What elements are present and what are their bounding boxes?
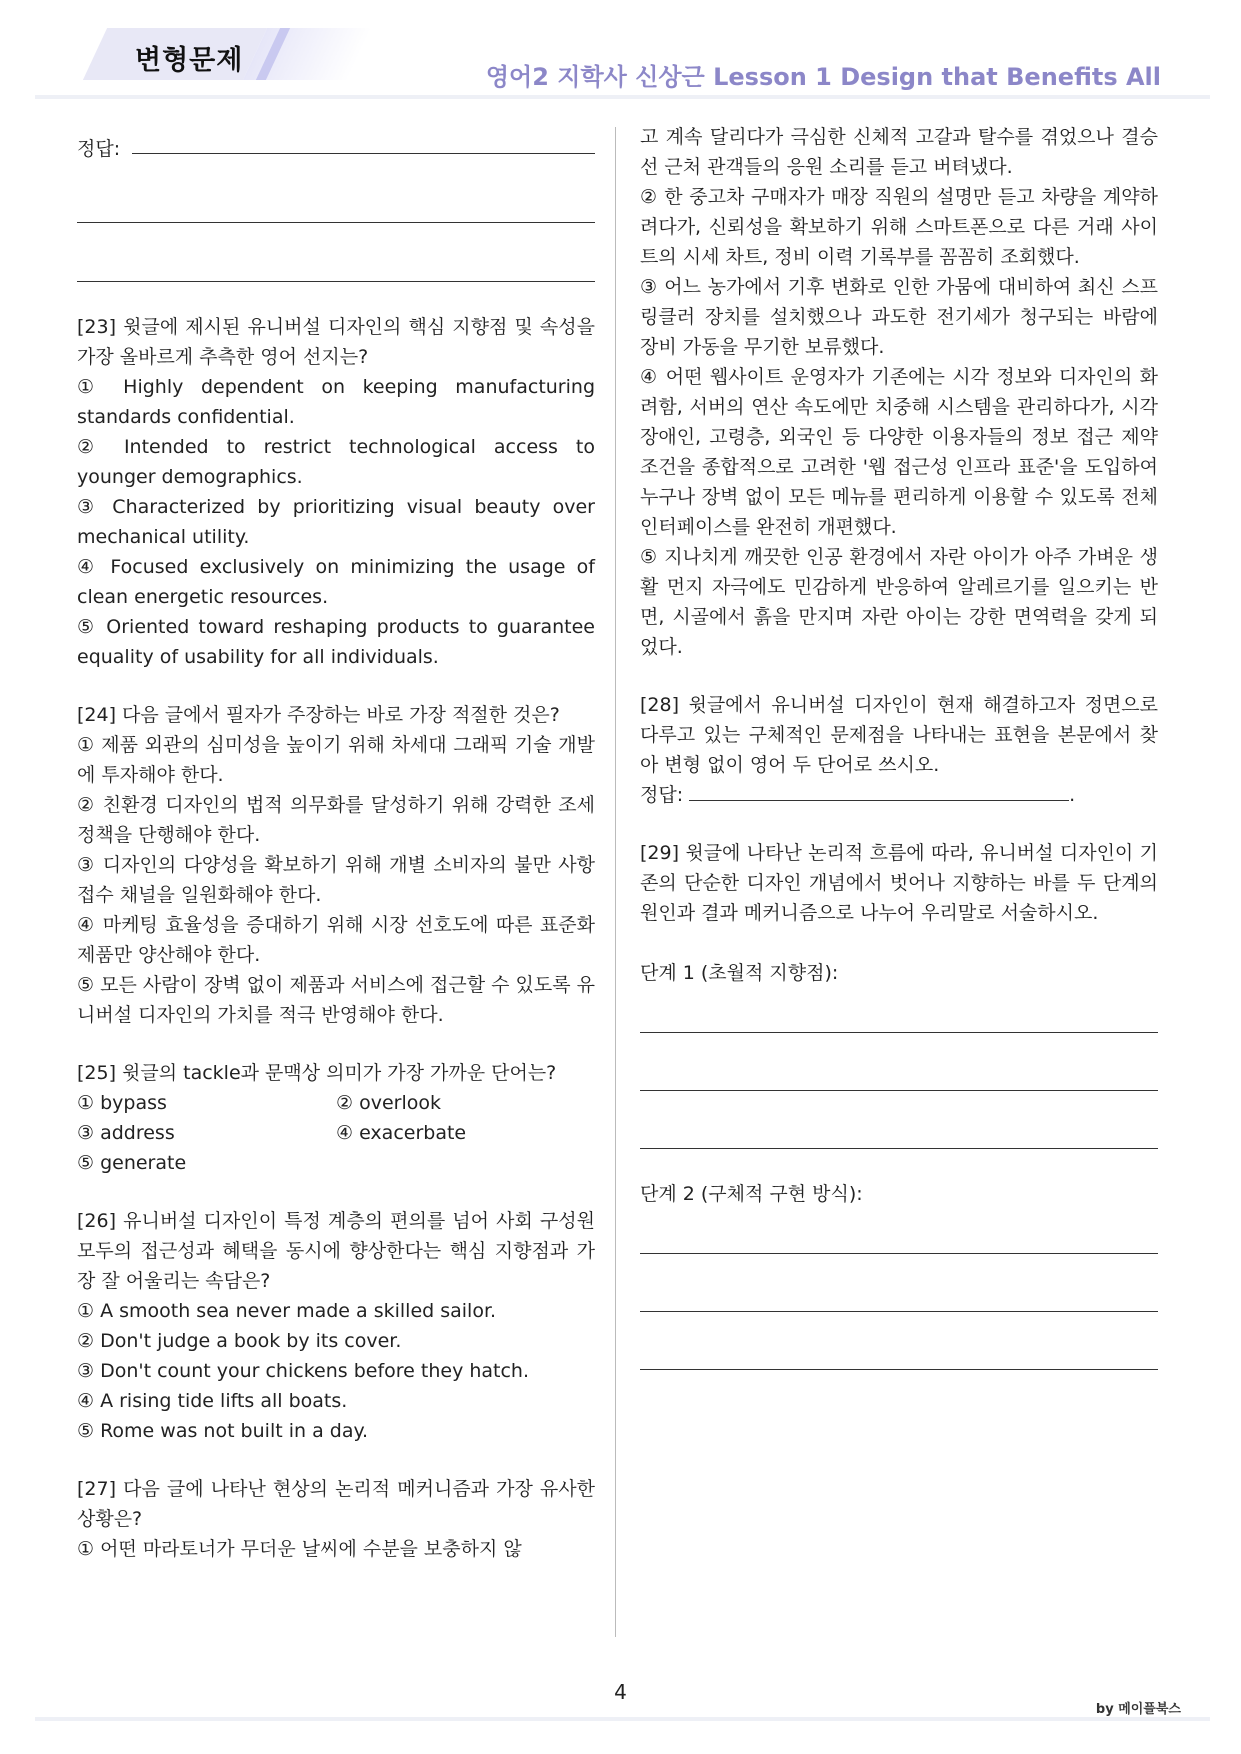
answer-line[interactable] [640,1033,1158,1091]
question-stem: [29] 윗글에 나타난 논리적 흐름에 따라, 유니버설 디자인이 기존의 단순한 디자인 개념에서 벗어나 지향하는 바를 두 단계의 원인과 결과 메커니즘으로 나누어 우리말로 서술하시오. [640,842,1158,924]
option-4[interactable]: ④ exacerbate [336,1122,467,1144]
question-26 [77,1206,595,1446]
option-3[interactable]: ③ Don't count your chickens before they hatch. [77,1360,530,1382]
publisher-byline: by 메이플북스 [1095,1702,1181,1717]
option-2[interactable]: ② overlook [336,1092,441,1114]
question-stem: [28] 윗글에서 유니버설 디자인이 현재 해결하고자 정면으로 다루고 있는 구체적인 문제점을 나타내는 표현을 본문에서 찾아 변형 없이 영어 두 단어로 쓰시오. [640,694,1158,776]
option-3[interactable]: ③ 어느 농가에서 기후 변화로 인한 가뭄에 대비하여 최신 스프링클러 장치를 설치했으나 과도한 전기세가 청구되는 바람에 장비 가동을 무기한 보류했다. [640,276,1158,358]
option-3[interactable]: ③ address [77,1122,175,1144]
option-5[interactable]: ⑤ generate [77,1152,187,1174]
option-1[interactable]: ① A smooth sea never made a skilled sailor. [77,1300,497,1322]
option-2[interactable]: ② Don't judge a book by its cover. [77,1330,402,1352]
option-1[interactable]: ① 어떤 마라토너가 무더운 날씨에 수분을 보충하지 않 [77,1538,522,1560]
answer-row [77,122,595,164]
answer-line[interactable] [132,152,595,154]
option-1[interactable]: ① Highly dependent on keeping manufacturing standards confidential. [77,376,595,428]
step-1-label: 단계 1 (초월적 지향점): [640,962,839,984]
option-grid [77,1088,595,1178]
answer-end: . [1069,784,1076,806]
question-stem: [27] 다음 글에 나타난 현상의 논리적 메커니즘과 가장 유사한 상황은? [77,1478,595,1530]
option-5[interactable]: ⑤ Rome was not built in a day. [77,1420,369,1442]
question-stem: [24] 다음 글에서 필자가 주장하는 바로 가장 적절한 것은? [77,704,560,726]
question-stem: [26] 유니버설 디자인이 특정 계층의 편의를 넘어 사회 구성원 모두의 접근성과 혜택을 동시에 향상한다는 핵심 지향점과 가장 잘 어울리는 속담은? [77,1210,595,1292]
answer-line[interactable] [640,988,1158,1033]
option-2[interactable]: ② 친환경 디자인의 법적 의무화를 달성하기 위해 강력한 조세 정책을 단행해야 한다. [77,794,595,846]
option-5[interactable]: ⑤ 지나치게 깨끗한 인공 환경에서 자란 아이가 아주 가벼운 생활 먼지 자극에도 민감하게 반응하여 알레르기를 일으키는 반면, 시골에서 흙을 만지며 자란 아이는 강한 면역력을 갖게 되었다. [640,546,1158,658]
step-2-label: 단계 2 (구체적 구현 방식): [640,1183,863,1205]
question-27-continued [640,122,1158,662]
answer-line[interactable] [77,164,595,223]
option-4[interactable]: ④ A rising tide lifts all boats. [77,1390,348,1412]
option-2[interactable]: ② 한 중고차 구매자가 매장 직원의 설명만 듣고 차량을 계약하려다가, 신뢰성을 확보하기 위해 스마트폰으로 다른 거래 사이트의 시세 차트, 정비 이력 기록부를 꼼꼼히 조회했다. [640,186,1158,268]
option-2[interactable]: ② Intended to restrict technological access to younger demographics. [77,436,595,488]
option-1[interactable]: ① bypass [77,1092,167,1114]
option-3[interactable]: ③ Characterized by prioritizing visual beauty over mechanical utility. [77,496,595,548]
left-column [77,122,595,1564]
option-4[interactable]: ④ 마케팅 효율성을 증대하기 위해 시장 선호도에 따른 표준화 제품만 양산해야 한다. [77,914,595,966]
question-28 [640,690,1158,810]
page-number: 4 [614,1680,627,1704]
header-tag: 변형문제 [135,45,244,76]
option-4[interactable]: ④ Focused exclusively on minimizing the usage of clean energetic resources. [77,556,595,608]
option-1-continued[interactable]: 고 계속 달리다가 극심한 신체적 고갈과 탈수를 겪었으나 결승선 근처 관객들의 응원 소리를 듣고 버텨냈다. [640,126,1158,178]
document-title: 영어2 지학사 신상근 Lesson 1 Design that Benefits All [485,63,1161,91]
option-1[interactable]: ① 제품 외관의 심미성을 높이기 위해 차세대 그래픽 기술 개발에 투자해야 한다. [77,734,595,786]
option-5[interactable]: ⑤ 모든 사람이 장벽 없이 제품과 서비스에 접근할 수 있도록 유니버설 디자인의 가치를 적극 반영해야 한다. [77,974,595,1026]
page-header [0,0,1241,100]
question-27 [77,1474,595,1564]
answer-line[interactable] [640,1254,1158,1312]
question-stem: [25] 윗글의 tackle과 문맥상 의미가 가장 가까운 단어는? [77,1062,557,1084]
question-25 [77,1058,595,1178]
option-5[interactable]: ⑤ Oriented toward reshaping products to guarantee equality of usability for all individuals. [77,616,595,668]
question-stem: [23] 윗글에 제시된 유니버설 디자인의 핵심 지향점 및 속성을 가장 올바르게 추측한 영어 선지는? [77,316,595,368]
answer-blank[interactable] [689,782,1069,801]
answer-label: 정답: [77,138,121,160]
footer-rule [35,1717,1210,1721]
question-23 [77,312,595,672]
answer-label: 정답: [640,784,684,806]
answer-line[interactable] [640,1091,1158,1149]
column-divider [615,127,616,1637]
option-4[interactable]: ④ 어떤 웹사이트 운영자가 기존에는 시각 정보와 디자인의 화려함, 서버의 연산 속도에만 치중해 시스템을 관리하다가, 시각장애인, 고령층, 외국인 등 다양한 이용자들의 정보 접근 제약 조건을 종합적으로 고려한 '웹 접근성 인프라 표준'을 도입하여 누구나 장벽 없이 모든 메뉴를 편리하게 이용할 수 있도록 전체 인터페이스를 완전히 개편했다. [640,366,1158,538]
option-3[interactable]: ③ 디자인의 다양성을 확보하기 위해 개별 소비자의 불만 사항 접수 채널을 일원화해야 한다. [77,854,595,906]
answer-row [640,780,1158,810]
right-column [640,122,1158,1370]
question-24 [77,700,595,1030]
answer-line[interactable] [640,1209,1158,1254]
question-29 [640,838,1158,1370]
header-rule [35,95,1210,99]
answer-line[interactable] [640,1312,1158,1370]
answer-line[interactable] [77,223,595,282]
